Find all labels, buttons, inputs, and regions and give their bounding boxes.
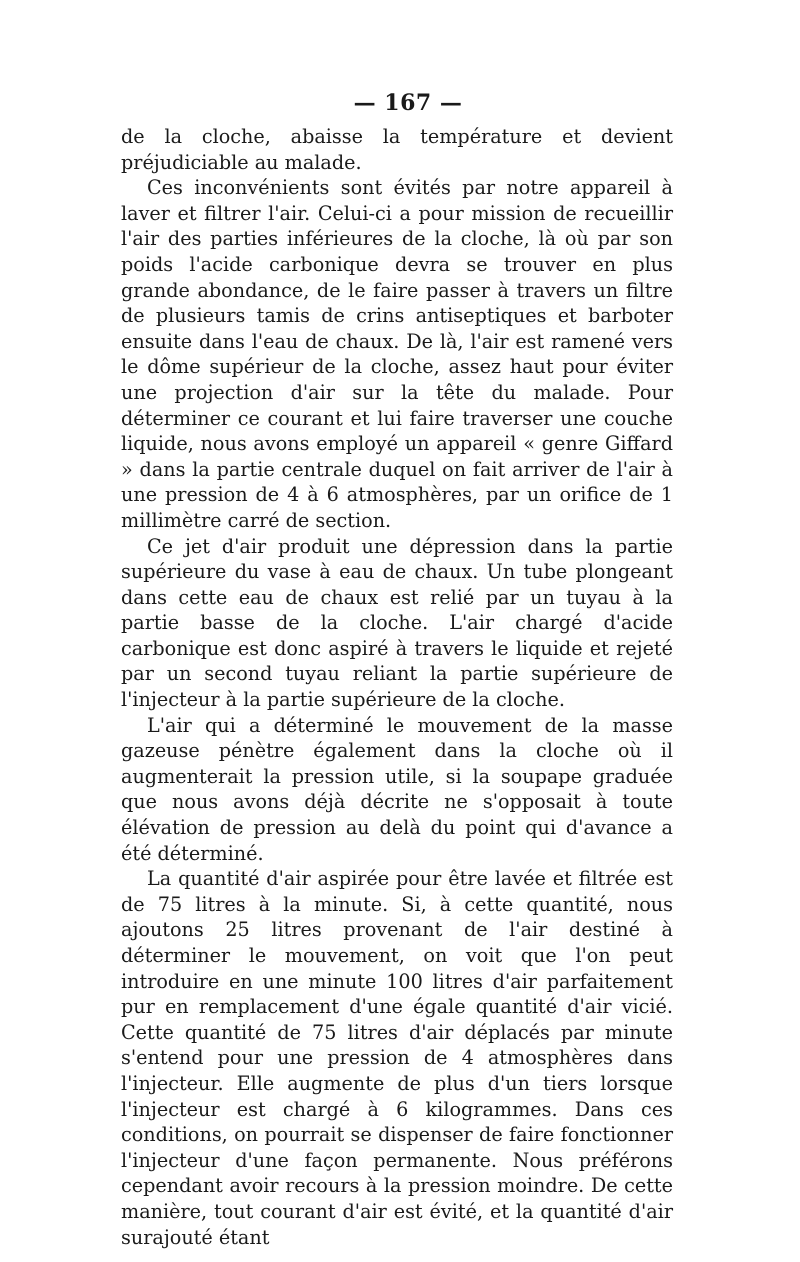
paragraph-continuation: de la cloche, abaisse la température et devient préjudiciable au malade. — [121, 125, 673, 174]
page-number: — 167 — — [353, 90, 463, 116]
paragraph-pressure: L'air qui a déterminé le mouvement de la masse gazeuse pénètre également dans la cloche où il augmenterait la pression utile, si la soupape graduée que nous avons déjà décrite ne s'opposait à toute élévation de pression au delà du point qui d'avance a été déterminé. — [121, 713, 673, 865]
paragraph-apparatus: Ces inconvénients sont évités par notre appareil à laver et filtrer l'air. Celui-ci a pour mission de recueillir l'air des parties inférieures de la cloche, là où par son poids l'acide carbonique devra se trouver en plus grande abondance, de le faire passer à travers un filtre de plusieurs tamis de crins antiseptiques et barboter ensuite dans l'eau de chaux. De là, l'air est ramené vers le dôme supérieur de la cloche, assez haut pour éviter une projection d'air sur la tête du malade. Pour déterminer ce courant et lui faire traverser une couche liquide, nous avons employé un appareil « genre Giffard » dans la partie centrale duquel on fait arriver de l'air à une pression de 4 à 6 atmosphères, par un orifice de 1 millimètre carré de section. — [121, 176, 673, 532]
paragraph-air-jet: Ce jet d'air produit une dépression dans la partie supérieure du vase à eau de chaux. Un tube plongeant dans cette eau de chaux est relié par un tuyau à la partie basse de la cloche. L'air chargé d'acide carbonique est donc aspiré à travers le liquide et rejeté par un second tuyau reliant la partie supérieure de l'injecteur à la partie supérieure de la cloche. — [121, 534, 673, 712]
paragraph-quantity: La quantité d'air aspirée pour être lavée et filtrée est de 75 litres à la minute. Si, à cette quantité, nous ajoutons 25 litres provenant de l'air destiné à déterminer le mouvement, on voit que l'on peut introduire en une minute 100 litres d'air parfaitement pur en remplacement d'une égale quantité d'air vicié. Cette quantité de 75 litres d'air déplacés par minute s'entend pour une pression de 4 atmosphères dans l'injecteur. Elle augmente de plus d'un tiers lorsque l'injecteur est chargé à 6 kilogrammes. Dans ces conditions, on pourrait se dispenser de faire fonctionner l'injecteur d'une façon permanente. Nous préférons cependant avoir recours à la pression moindre. De cette manière, tout courant d'air est évité, et la quantité d'air surajouté étant — [121, 867, 673, 1249]
book-page — [121, 88, 673, 1250]
